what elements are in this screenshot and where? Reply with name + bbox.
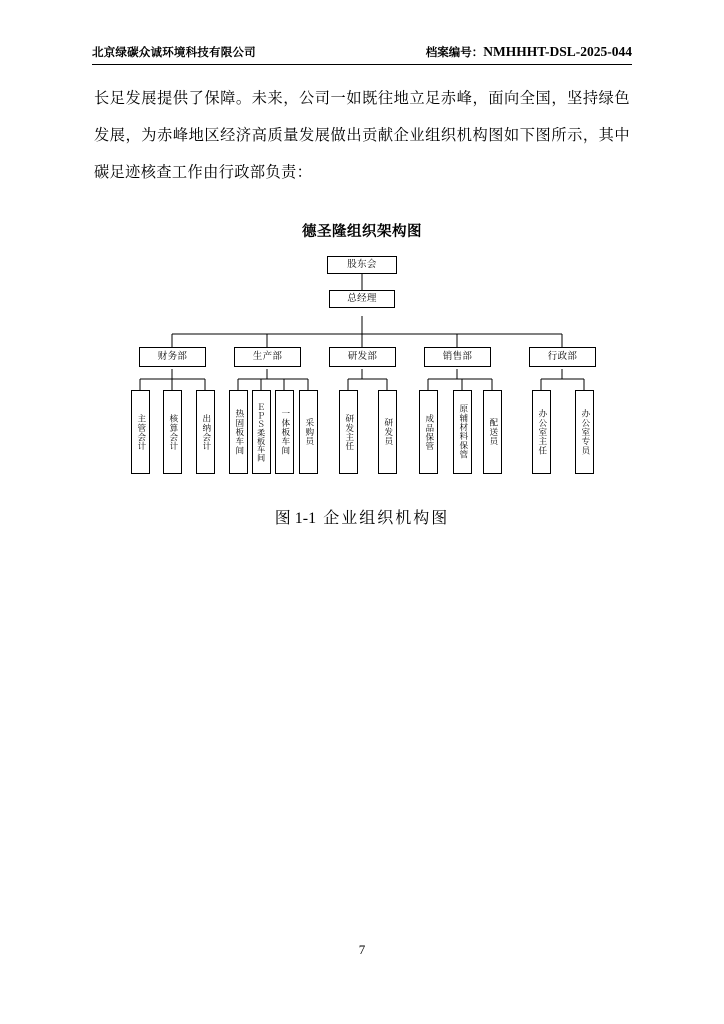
- org-node-dept-finance: 财务部: [139, 347, 206, 367]
- archive-code: NMHHHT-DSL-2025-044: [483, 44, 632, 59]
- org-node-purchaser: 采购员: [299, 390, 318, 474]
- figure-caption: [0, 505, 724, 528]
- org-node-chief-accountant: 主管会计: [131, 390, 150, 474]
- org-chart-connectors: [0, 248, 724, 498]
- figure-caption-text: 企业组织机构图: [323, 508, 450, 527]
- org-node-cashier-accountant: 出纳会计: [196, 390, 215, 474]
- org-node-dept-production: 生产部: [234, 347, 301, 367]
- org-node-finished-goods-keeper: 成品保管: [419, 390, 438, 474]
- org-node-office-director: 办公室主任: [532, 390, 551, 474]
- page-number: 7: [358, 942, 366, 957]
- org-node-eps-workshop: ＥＰＳ柔板车间: [252, 390, 271, 474]
- org-node-rnd-engineer: 研发员: [378, 390, 397, 474]
- org-chart-title: 德圣隆组织架构图: [302, 224, 422, 240]
- org-node-shareholders: 股东会: [327, 256, 397, 274]
- org-node-office-specialist: 办公室专员: [575, 390, 594, 474]
- org-chart: [0, 248, 724, 498]
- header-company-name: 北京绿碳众诚环境科技有限公司: [92, 45, 256, 59]
- org-node-delivery-staff: 配送员: [483, 390, 502, 474]
- org-node-raw-material-keeper: 原辅材料保管: [453, 390, 472, 474]
- org-node-dept-rnd: 研发部: [329, 347, 396, 367]
- header-archive-number: [426, 44, 632, 60]
- org-node-dept-admin: 行政部: [529, 347, 596, 367]
- body-paragraph: 长足发展提供了保障。未来，公司一如既往地立足赤峰，面向全国，坚持绿色发展，为赤峰地区经济高质量发展做出贡献企业组织机构图如下图所示，其中碳足迹核查工作由行政部负责：: [94, 89, 630, 181]
- archive-label: 档案编号：: [425, 45, 484, 59]
- figure-caption-number: 图 1-1: [274, 510, 317, 527]
- org-node-thermoset-workshop: 热固板车间: [229, 390, 248, 474]
- org-node-general-manager: 总经理: [329, 290, 395, 308]
- org-node-cost-accountant: 核算会计: [163, 390, 182, 474]
- org-node-integrated-board-workshop: 一体板车间: [275, 390, 294, 474]
- org-node-dept-sales: 销售部: [424, 347, 491, 367]
- page-header: [92, 44, 632, 65]
- org-node-rnd-director: 研发主任: [339, 390, 358, 474]
